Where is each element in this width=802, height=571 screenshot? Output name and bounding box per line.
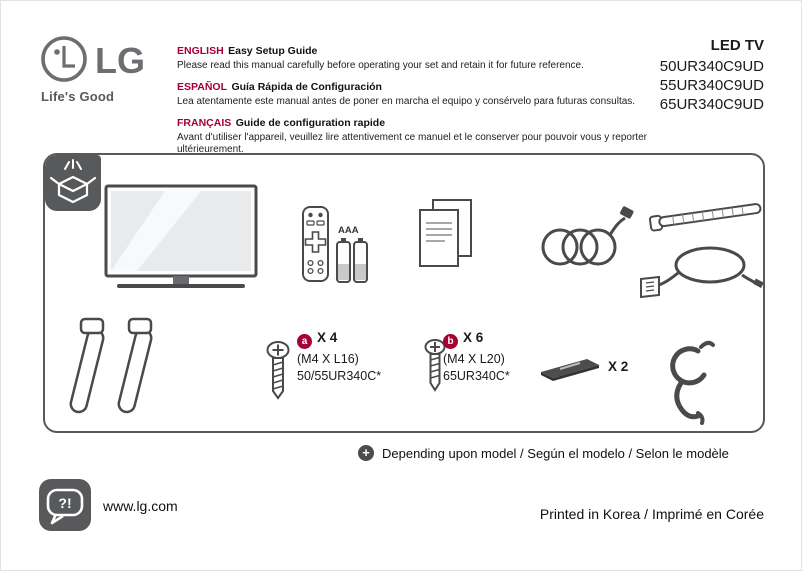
model-number: 55UR340C9UD — [659, 77, 764, 94]
lang-title: Guía Rápida de Configuración — [231, 80, 382, 93]
screw-a-illustration — [265, 341, 291, 406]
printed-in: Printed in Korea / Imprimé en Corée — [539, 506, 764, 522]
model-number: 50UR340C9UD — [659, 58, 764, 75]
lang-body: Please read this manual carefully before operating your set and retain it for future reference. — [177, 60, 584, 71]
plus-circle-icon — [358, 445, 374, 461]
website-url: www.lg.com — [103, 498, 178, 514]
screw-a-badge: a — [297, 334, 312, 349]
language-blocks — [177, 41, 659, 161]
model-list — [614, 37, 764, 114]
battery-label: AAA — [338, 225, 359, 236]
screw-a-spec: (M4 X L16) — [297, 352, 359, 366]
stand-legs-illustration — [63, 317, 161, 424]
lg-logo — [39, 33, 189, 85]
cable-holder-illustration — [651, 335, 717, 430]
lg-wordmark: LG — [95, 40, 145, 81]
lang-block-english — [177, 41, 659, 73]
depending-model-note: Depending upon model / Según el modelo / Selon le modèle — [382, 446, 729, 461]
screw-b-badge: b — [443, 334, 458, 349]
lg-logo-icon — [39, 33, 189, 85]
screw-a-info — [297, 329, 417, 383]
power-cable-illustration — [528, 205, 636, 278]
screw-a-models: 50/55UR340C* — [297, 369, 382, 383]
control-button-qty: X 2 — [608, 359, 629, 374]
model-number: 65UR340C9UD — [659, 96, 764, 113]
screw-b-qty: X 6 — [463, 330, 484, 345]
lang-body: Avant d'utiliser l'appareil, veuillez lire attentivement ce manuel et le conserver pour pouvoir vous y reporter ultérieurement. — [177, 131, 647, 156]
lang-label: ENGLISH — [177, 45, 224, 57]
tv-illustration — [103, 183, 263, 300]
screw-b-spec: (M4 X L20) — [443, 352, 505, 366]
remote-control-illustration — [301, 205, 331, 288]
lang-block-espanol — [177, 77, 659, 109]
lang-block-francais — [177, 113, 659, 158]
lang-label: ESPAÑOL — [177, 80, 227, 93]
screw-b-models: 65UR340C* — [443, 369, 510, 383]
lang-label: FRANÇAIS — [177, 116, 232, 129]
lang-body: Lea atentamente este manual antes de poner en marcha el equipo y consérvelo para futuras consultas. — [177, 95, 636, 107]
batteries-illustration — [333, 237, 371, 290]
plus-glyph: + — [362, 445, 370, 460]
unboxing-icon — [45, 155, 101, 211]
support-icon — [39, 479, 91, 531]
signal-cable-illustration — [638, 237, 766, 312]
manuals-illustration — [415, 197, 477, 276]
screw-b-info — [443, 329, 553, 383]
accessories-box — [43, 153, 765, 433]
lang-title: Easy Setup Guide — [228, 45, 318, 57]
lang-title: Guide de configuration rapide — [235, 116, 386, 129]
cable-strap-illustration — [649, 199, 765, 238]
screw-a-qty: X 4 — [317, 330, 338, 345]
control-button-illustration — [538, 353, 602, 388]
product-type: LED TV — [710, 37, 764, 54]
brand-tagline: Life's Good — [41, 89, 115, 104]
help-glyph: ?! — [58, 495, 72, 511]
